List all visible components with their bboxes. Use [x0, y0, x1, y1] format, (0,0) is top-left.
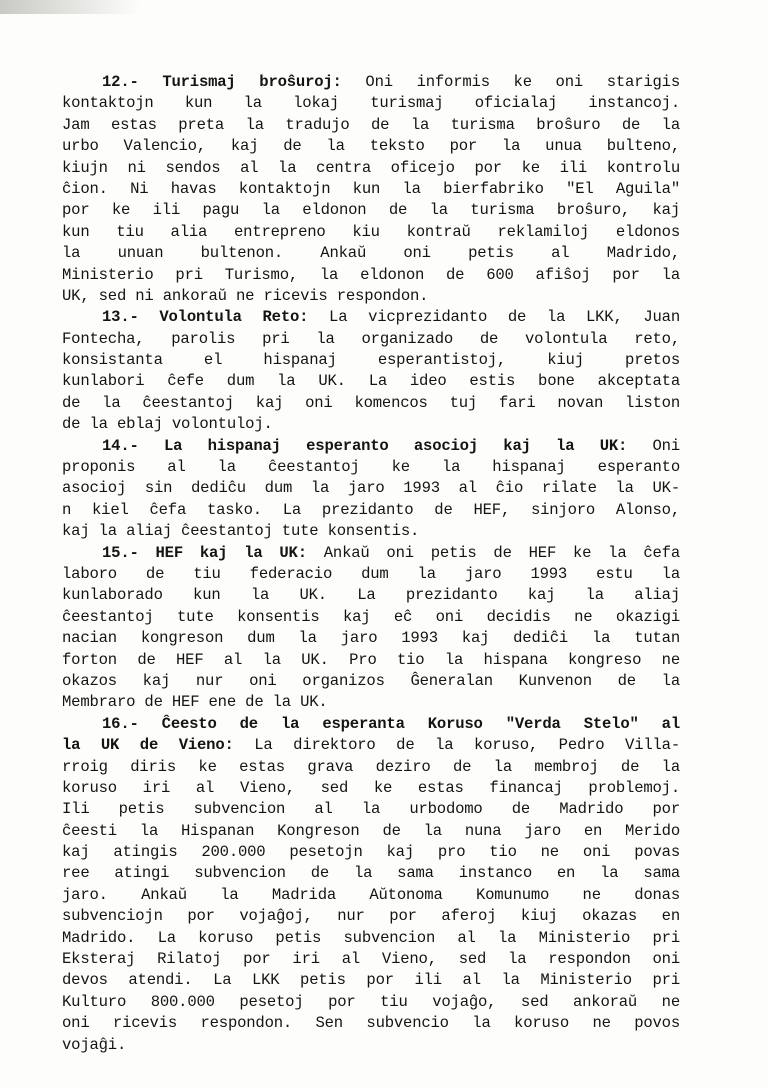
section-line: kontaktojn kun la lokaj turismaj oficialaj instancoj.: [62, 94, 680, 113]
section-line: proponis al la ĉeestantoj ke la hispanaj esperanto: [62, 458, 680, 477]
section-line: de la ĉeestantoj kaj oni komencos tuj fari novan liston: [62, 393, 680, 412]
scan-edge-shadow: [0, 0, 140, 14]
section-heading: 13.- Volontula Reto:: [102, 308, 309, 327]
section-line: vojaĝi.: [62, 1035, 127, 1054]
section-heading: 16.- Ĉeesto de la esperanta Koruso "Verda Stelo" al: [102, 714, 680, 733]
section-line: koruso iri al Vieno, sed ke estas financaj problemoj.: [62, 778, 680, 797]
section-line: jaro. Ankaŭ la Madrida Aŭtonoma Komunumo ne donas: [62, 885, 680, 904]
section-line: forton de HEF al la UK. Pro tio la hispana kongreso ne: [62, 650, 680, 669]
section-line: [62, 307, 680, 328]
section-line: kaj la aliaj ĉeestantoj tute konsentis.: [62, 522, 420, 541]
section-line: devos atendi. La LKK petis por ili al la Ministerio pri: [62, 971, 680, 990]
section-line: Ministerio pri Turismo, la eldonon de 600 afiŝoj por la: [62, 265, 680, 284]
section-line-text: La direktoro de la koruso, Pedro Villa-: [233, 736, 681, 755]
section-line: ĉeestantoj tute konsentis kaj eĉ oni decidis ne okazigi: [62, 607, 680, 626]
section-line: [62, 72, 680, 93]
section-line: por ke ili pagu la eldonon de la turisma broŝuro, kaj: [62, 201, 680, 220]
section-line: konsistanta el hispanaj esperantistoj, kiuj pretos: [62, 351, 680, 370]
section-line: n kiel ĉefa tasko. La prezidanto de HEF, sinjoro Alonso,: [62, 500, 680, 519]
section-line: kunlaborado kun la UK. La prezidanto kaj la aliaj: [62, 586, 680, 605]
section-line: la unuan bultenon. Ankaŭ oni petis al Madrido,: [62, 244, 680, 263]
section-line: rroig diris ke estas grava deziro de la membroj de la: [62, 757, 680, 776]
section-line: Ili petis subvencion al la urbodomo de Madrido por: [62, 800, 680, 819]
section-line: kunlabori ĉefe dum la UK. La ideo estis bone akceptata: [62, 372, 680, 391]
section-line: laboro de tiu federacio dum la jaro 1993 estu la: [62, 564, 680, 583]
section-line: [62, 543, 680, 564]
document-page: [62, 72, 680, 1056]
section-line: kaj atingis 200.000 pesetojn kaj pro tio ne oni povas: [62, 843, 680, 862]
section-line: urbo Valencio, kaj de la teksto por la unua bulteno,: [62, 137, 680, 156]
section-line-text: Oni informis ke oni starigis: [341, 73, 680, 91]
section-line: [62, 436, 680, 457]
section-line: nacian kongreson dum la jaro 1993 kaj dediĉi la tutan: [62, 629, 680, 648]
section-heading-continued: la UK de Vieno:: [62, 736, 234, 755]
section-15: [62, 543, 680, 714]
section-line: subvenciojn por vojaĝoj, nur por aferoj kiuj okazas en: [62, 907, 680, 926]
section-13: [62, 307, 680, 435]
section-line-text: La vicprezidanto de la LKK, Juan: [308, 308, 680, 327]
section-line: Kulturo 800.000 pesetoj por tiu vojaĝo, sed ankoraŭ ne: [62, 992, 680, 1011]
section-line-text: Oni: [627, 436, 680, 455]
section-heading: 15.- HEF kaj la UK:: [102, 543, 307, 562]
section-line-text: Ankaŭ oni petis de HEF ke la ĉefa: [306, 543, 680, 562]
section-line: ĉion. Ni havas kontaktojn kun la bierfabriko "El Aguila": [62, 179, 680, 198]
section-line: Madrido. La koruso petis subvencion al la Ministerio pri: [62, 928, 680, 947]
section-line: Eksteraj Rilatoj por iri al Vieno, sed la respondon oni: [62, 950, 680, 969]
section-line: de la eblaj volontuloj.: [62, 415, 273, 434]
section-16: [62, 714, 680, 1056]
section-line: Membraro de HEF ene de la UK.: [62, 693, 328, 712]
section-line: oni ricevis respondon. Sen subvencio la koruso ne povos: [62, 1014, 680, 1033]
section-line: Jam estas preta la tradujo de la turisma broŝuro de la: [62, 115, 680, 134]
section-line: asocioj sin dediĉu dum la jaro 1993 al ĉio rilate la UK-: [62, 479, 680, 498]
section-heading: 14.- La hispanaj esperanto asocioj kaj la UK:: [102, 436, 628, 455]
section-line: kun tiu alia entrepreno kiu kontraŭ reklamiloj eldonos: [62, 222, 680, 241]
section-line: UK, sed ni ankoraŭ ne ricevis respondon.: [62, 286, 429, 305]
section-14: [62, 436, 680, 543]
section-line: okazos kaj nur oni organizos Ĝeneralan Kunvenon de la: [62, 671, 680, 690]
section-line: kiujn ni sendos al la centra oficejo por ke ili kontrolu: [62, 158, 680, 177]
section-line: ĉeesti la Hispanan Kongreson de la nuna jaro en Merido: [62, 821, 680, 840]
section-line: [62, 735, 680, 756]
section-line: Fontecha, parolis pri la organizado de volontula reto,: [62, 329, 680, 348]
section-12: [62, 72, 680, 307]
section-heading: 12.- Turismaj broŝuroj:: [102, 73, 342, 91]
section-line: ree atingi subvencion de la sama instanco en la sama: [62, 864, 680, 883]
